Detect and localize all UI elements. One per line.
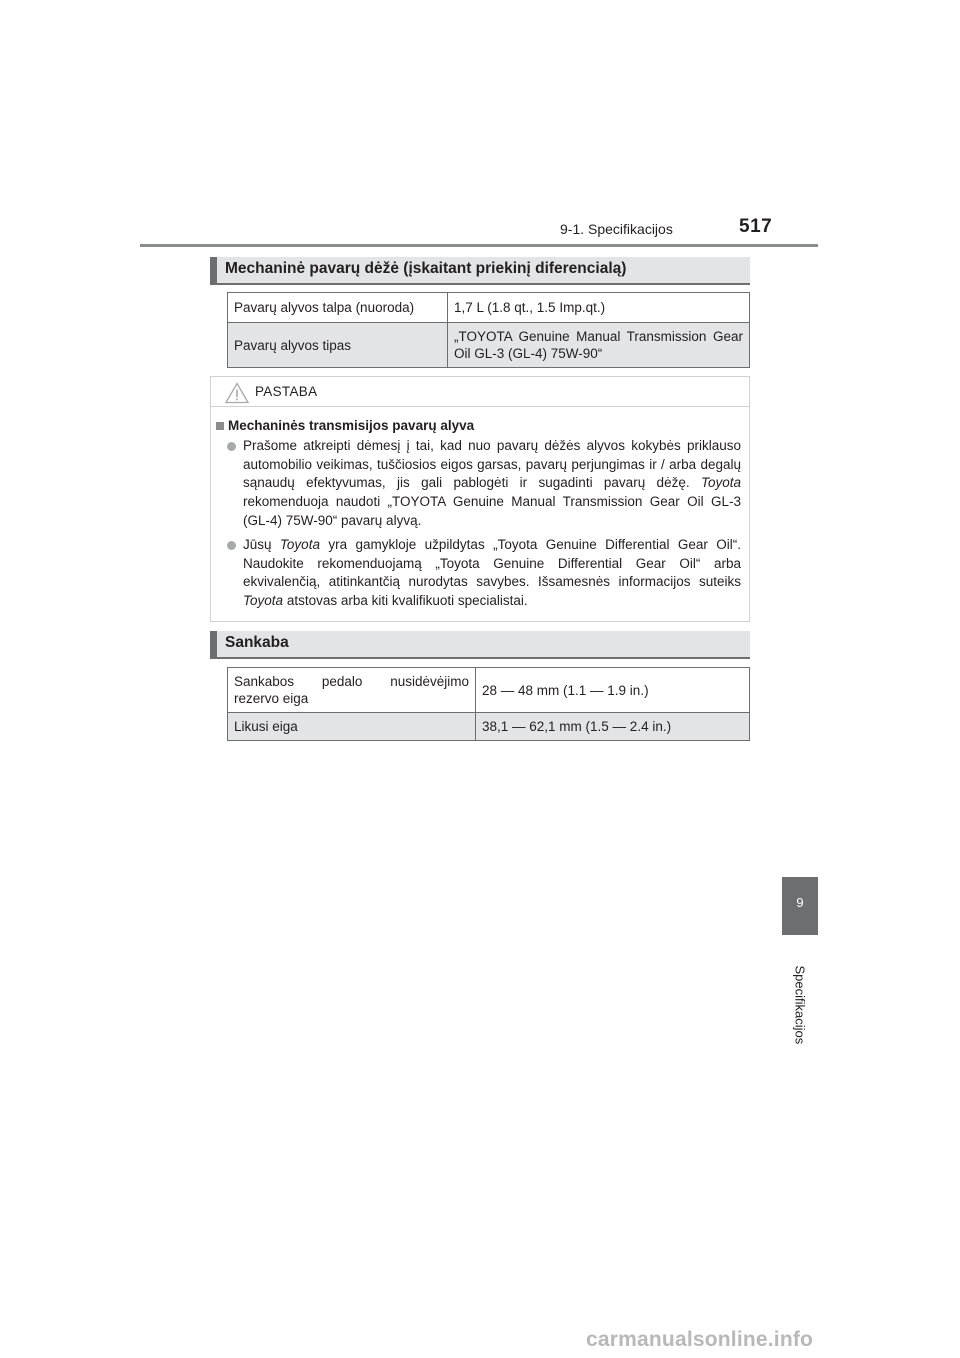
gearbox-spec-table (227, 292, 750, 368)
brand-text: Toyota (243, 593, 284, 609)
table-row (228, 293, 750, 323)
note-subheading-text: Mechaninės transmisijos pavarų alyva (228, 418, 475, 433)
watermark: carmanualsonline.info (586, 1328, 814, 1351)
note-body (215, 417, 743, 616)
clutch-spec-table (227, 667, 750, 741)
bullet-text: atstovas arba kiti kvalifikuoti specialistai. (286, 593, 528, 609)
clutch-section-title: Sankaba (225, 634, 289, 651)
spec-label: Pavarų alyvos talpa (nuoroda) (228, 293, 448, 323)
note-box (210, 376, 750, 622)
section-accent (210, 257, 217, 285)
gearbox-section-title: Mechaninė pavarų dėžė (įskaitant priekinį diferencialą) (225, 260, 627, 277)
spec-value: 38,1 — 62,1 mm (1.5 — 2.4 in.) (476, 713, 750, 741)
list-item (215, 536, 743, 611)
table-row (228, 668, 750, 713)
table-row (228, 713, 750, 741)
chapter-number: 9 (796, 895, 804, 910)
chapter-label: Specifikacijos (792, 965, 808, 1045)
note-label: PASTABA (255, 384, 318, 399)
note-subheading (215, 417, 743, 436)
section-accent (210, 631, 217, 659)
list-item (215, 437, 743, 531)
spec-label: Pavarų alyvos tipas (228, 323, 448, 368)
clutch-section-header (210, 631, 750, 659)
bullet-text: Prašome atkreipti dėmesį į tai, kad nuo pavarų dėžės alyvos kokybės priklauso automobilio veikimas, tuščiosios eigos garsas, pavarų perjungimas ir / arba degalų sąnaudų efektyvumas, jis gali pablogėti ir sugadinti pavarų dėžę. (243, 437, 741, 491)
spec-value: 28 — 48 mm (1.1 — 1.9 in.) (476, 668, 750, 713)
bullet-text: Jūsų (243, 536, 272, 552)
warning-triangle-icon (225, 382, 249, 404)
spec-label: Sankabos pedalo nusidėvėjimo rezervo eiga (228, 668, 476, 713)
bullet-icon (227, 442, 236, 451)
bullet-icon (227, 541, 236, 550)
square-bullet-icon (216, 422, 224, 430)
bullet-text: rekomenduoja naudoti „TOYOTA Genuine Manual Transmission Gear Oil GL-3 (GL-4) 75W-90“ pavarų alyvą. (243, 494, 741, 528)
gearbox-section-header (210, 257, 750, 285)
spec-label: Likusi eiga (228, 713, 476, 741)
header-rule (140, 244, 818, 247)
spec-value: „TOYOTA Genuine Manual Transmission Gear Oil GL-3 (GL-4) 75W-90“ (448, 323, 750, 368)
brand-text: Toyota (700, 475, 741, 491)
bullet-text: yra gamykloje užpildytas „Toyota Genuine Differential Gear Oil“. Naudokite rekomenduojamą „Toyota Genuine Differential Gear Oil“ arba ekvivalenčią, atitinkantčią nurodytas savybes. Išsamesnės informacijos suteiks (243, 536, 741, 590)
note-header (211, 377, 749, 407)
table-row (228, 323, 750, 368)
page-number: 517 (739, 216, 773, 237)
section-title: 9-1. Specifikacijos (560, 221, 673, 237)
spec-value: 1,7 L (1.8 qt., 1.5 Imp.qt.) (448, 293, 750, 323)
brand-text: Toyota (279, 536, 320, 552)
chapter-tab (782, 877, 818, 935)
